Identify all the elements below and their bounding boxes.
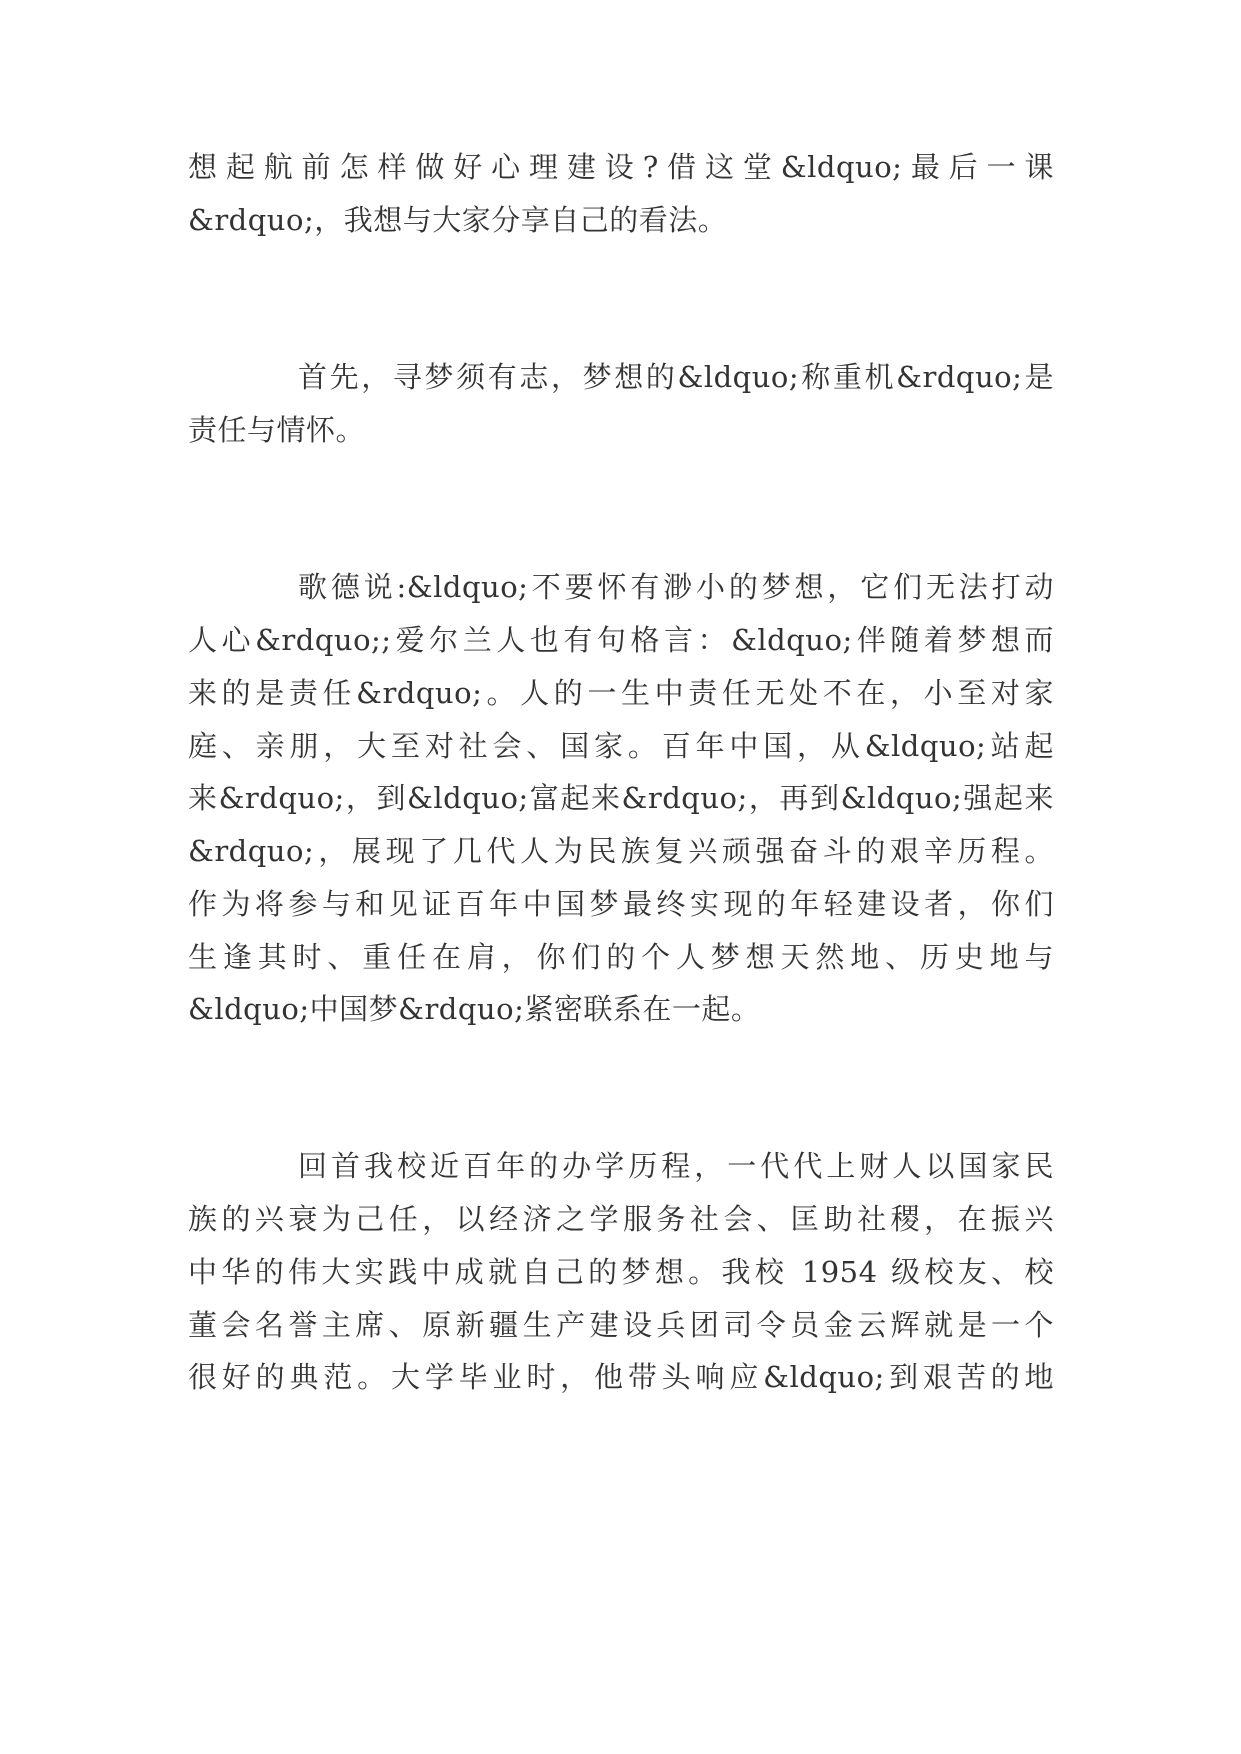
text-line: 很好的典范。大学毕业时，他带头响应&ldquo;到艰苦的地 bbox=[188, 1360, 1054, 1394]
text-line: &ldquo;中国梦&rdquo;紧密联系在一起。 bbox=[188, 992, 761, 1026]
text-line: 人心&rdquo;;爱尔兰人也有句格言：&ldquo;伴随着梦想而 bbox=[188, 623, 1054, 657]
text-line: &rdquo;，展现了几代人为民族复兴顽强奋斗的艰辛历程。 bbox=[188, 834, 1054, 868]
text-line: 责任与情怀。 bbox=[188, 413, 366, 447]
text-line: &rdquo;，我想与大家分享自己的看法。 bbox=[188, 203, 728, 237]
text-line: 想起航前怎样做好心理建设?借这堂&ldquo;最后一课 bbox=[188, 150, 1054, 184]
paragraph-first-line: 歌德说:&ldquo;不要怀有渺小的梦想，它们无法打动 bbox=[298, 570, 1054, 604]
text-line: 生逢其时、重任在肩，你们的个人梦想天然地、历史地与 bbox=[188, 940, 1054, 974]
text-line: 来&rdquo;，到&ldquo;富起来&rdquo;，再到&ldquo;强起来 bbox=[188, 781, 1054, 815]
text-line: 董会名誉主席、原新疆生产建设兵团司令员金云辉就是一个 bbox=[188, 1308, 1054, 1342]
text-line: 作为将参与和见证百年中国梦最终实现的年轻建设者，你们 bbox=[188, 887, 1054, 921]
text-line: 族的兴衰为己任，以经济之学服务社会、匡助社稷，在振兴 bbox=[188, 1202, 1054, 1236]
text-line: 中华的伟大实践中成就自己的梦想。我校 1954 级校友、校 bbox=[188, 1255, 1054, 1289]
text-line: 来的是责任&rdquo;。人的一生中责任无处不在，小至对家 bbox=[188, 676, 1054, 710]
text-line: 庭、亲朋，大至对社会、国家。百年中国，从&ldquo;站起 bbox=[188, 729, 1054, 763]
paragraph-first-line: 回首我校近百年的办学历程，一代代上财人以国家民 bbox=[298, 1149, 1054, 1183]
paragraph-first-line: 首先，寻梦须有志，梦想的&ldquo;称重机&rdquo;是 bbox=[298, 360, 1054, 394]
